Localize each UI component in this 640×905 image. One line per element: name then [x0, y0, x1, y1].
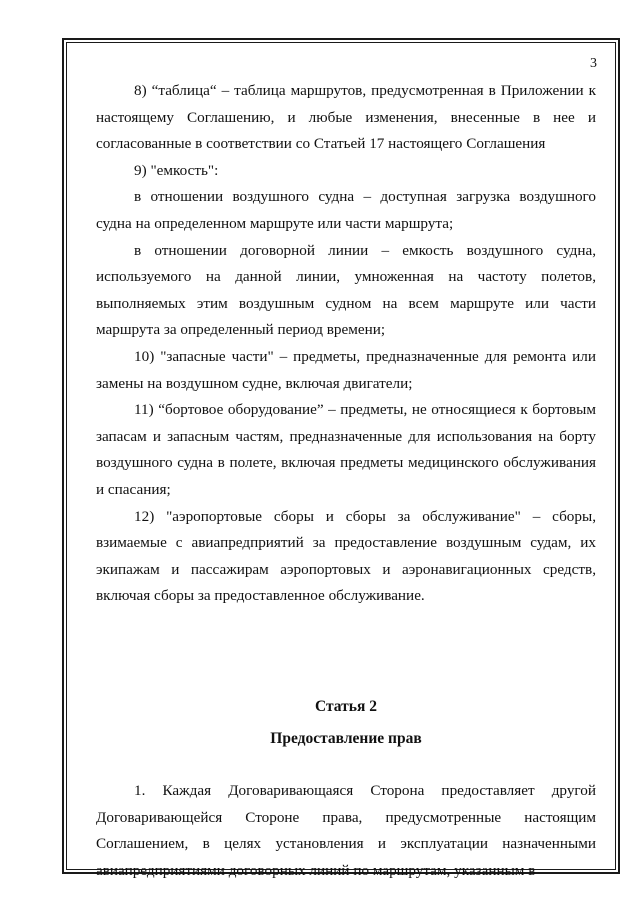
article-title: Предоставление прав	[270, 730, 422, 748]
definition-9-aircraft: в отношении воздушного судна – доступная загрузка воздушного судна на определенном маршруте или части маршрута;	[96, 188, 596, 232]
definition-10: 10) "запасные части" – предметы, предназначенные для ремонта или замены на воздушном судне, включая двигатели;	[96, 347, 596, 392]
definition-8: 8) “таблица“ – таблица маршрутов, предусмотренная в Приложении к настоящему Соглашению, и любые изменения, внесенные в нее и согласованные в соответствии со Статьей 17 настоящего Соглашения	[96, 82, 596, 153]
document-body	[96, 78, 596, 884]
definition-9-service: в отношении договорной линии – емкость воздушного судна, используемого на данной линии, умноженная на частоту полетов, выполняемых этим воздушным судном на всем маршруте или части маршрута за определенный период времени;	[96, 241, 596, 339]
definition-11: 11) “бортовое оборудование” – предметы, не относящиеся к бортовым запасам и запасным частям, предназначенные для использования на борту воздушного судна в полете, включая предметы медицинского обслуживания и спасания;	[96, 401, 596, 498]
section-spacer	[96, 610, 596, 652]
definition-12: 12) "аэропортовые сборы и сборы за обслуживание" – сборы, взимаемые с авиапредприятий за предоставление воздушным судам, их экипажам и пассажирам аэропортовых и аэронавигационных средств, включая сборы за предоставленное обслуживание.	[96, 507, 596, 605]
section-spacer	[96, 652, 596, 694]
article-2-paragraph-1: 1. Каждая Договаривающаяся Сторона предоставляет другой Договаривающейся Стороне права, предусмотренные настоящим Соглашением, в целях установления и эксплуатации назначенными авиапредприятиями договорных линий по маршрутам, указанным в	[96, 782, 596, 879]
article-number: Статья 2	[315, 697, 377, 715]
definition-9: 9) "емкость":	[134, 161, 219, 179]
heading-spacer	[96, 753, 596, 778]
page-number: 3	[590, 56, 597, 71]
